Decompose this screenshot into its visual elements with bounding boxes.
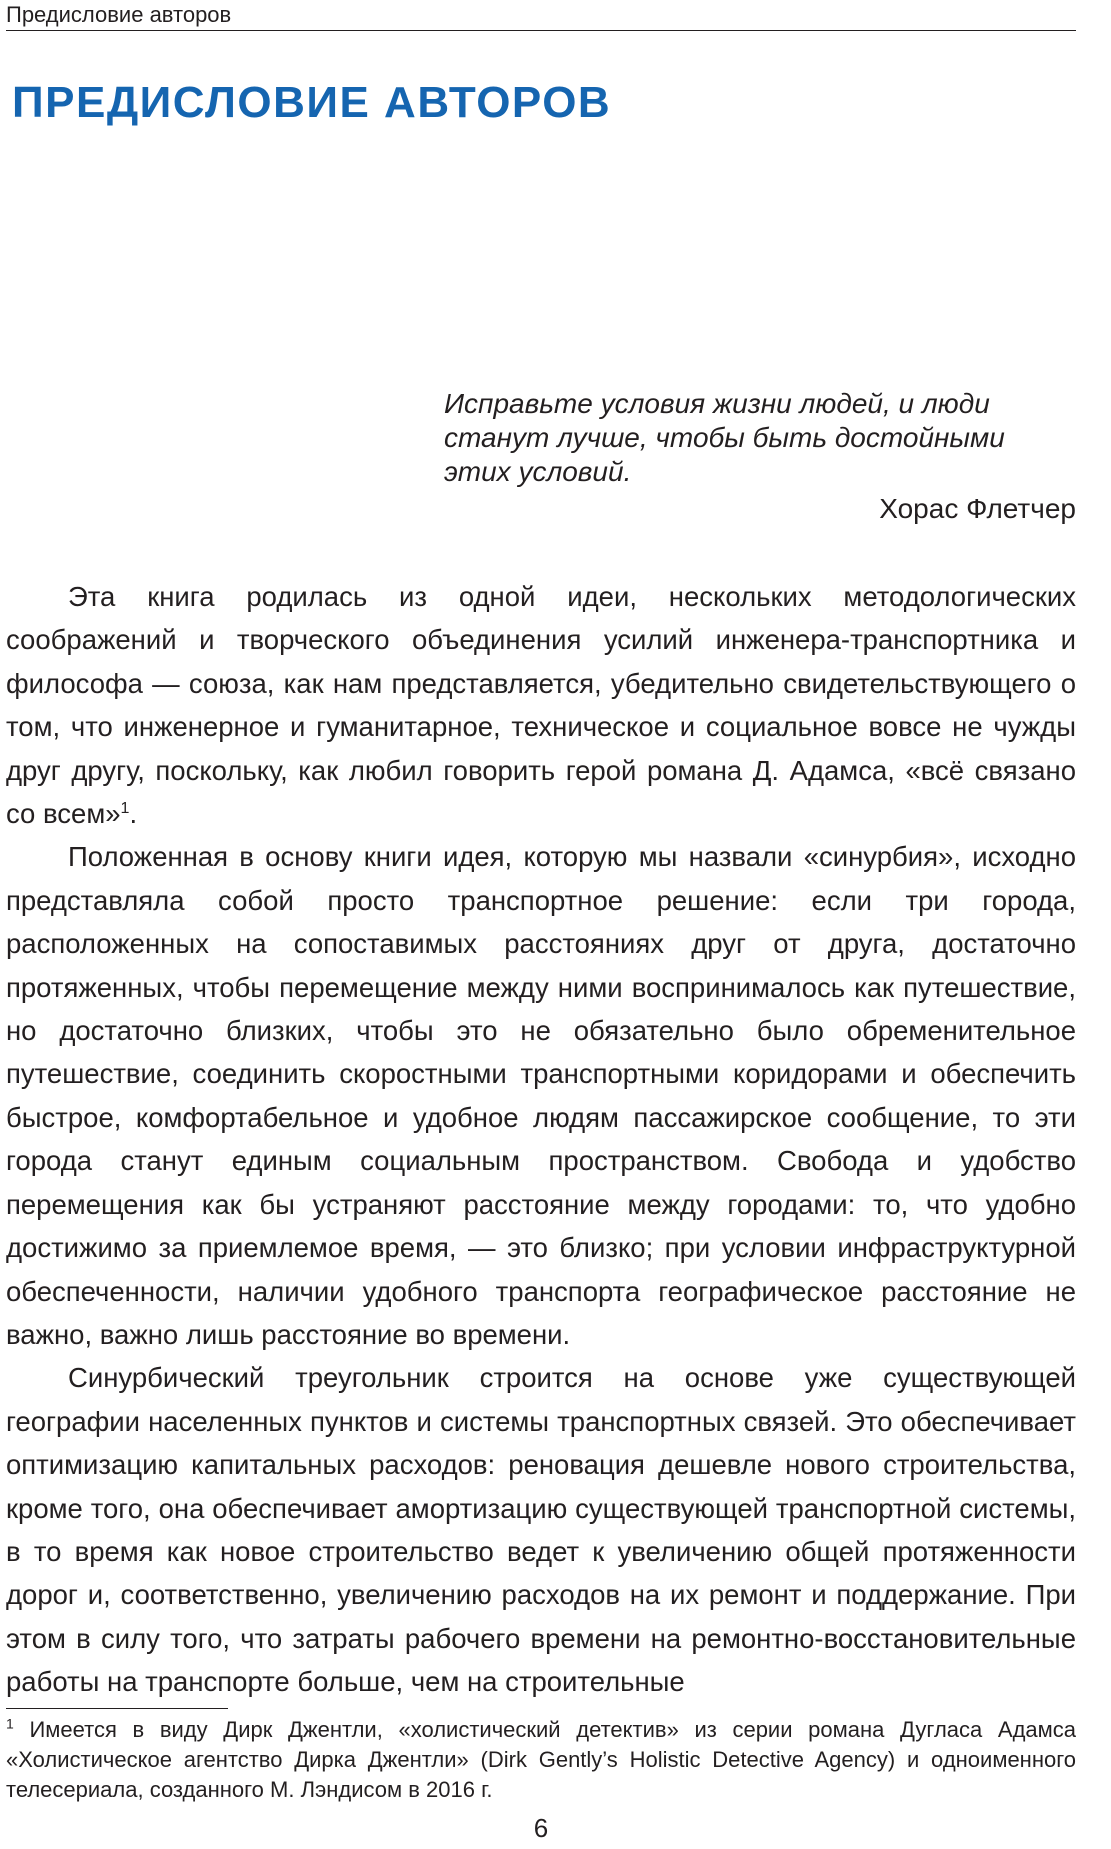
footnote-reference[interactable]: 1 [120,799,130,817]
header-rule [6,30,1076,31]
footnote-number: 1 [6,1715,14,1732]
running-header: Предисловие авторов [6,2,232,27]
chapter-title: ПРЕДИСЛОВИЕ АВТОРОВ [12,78,612,127]
epigraph-text: Исправьте условия жизни людей, и люди станут лучше, чтобы быть достойными этих условий. [444,388,1005,487]
paragraph-1-text: Эта книга родилась из одной идеи, нескольких методологических соображений и творческого объединения усилий инженера-транспортника и философа — союза, как нам представляется, убедительно свидетельствующего о том, что инженерное и гуманитарное, техническое и социальное вовсе не чужды друг другу, поскольку, как любил говорить герой романа Д. Адамса, «всё связано со всем» [6,581,1076,830]
footnote-rule [6,1708,228,1709]
paragraph-1 [6,575,1076,835]
paragraph-2: Положенная в основу книги идея, которую мы назвали «синурбия», исходно представляла собой просто транспортное решение: если три города, расположенных на сопоставимых расстояниях друг от друга, достаточно протяженных, чтобы перемещение между ними воспринималось как путешествие, но достаточно близких, чтобы это не обязательно было обременительное путешествие, соединить скоростными транспортными коридорами и обеспечить быстрое, комфортабельное и удобное людям пассажирское сообщение, то эти города станут единым социальным пространством. Свобода и удобство перемещения как бы устраняют расстояние между городами: то, что удобно достижимо за приемлемое время, — это близко; при условии инфраструктурной обеспеченности, наличии удобного транспорта географическое расстояние не важно, важно лишь расстояние во времени. [6,841,1076,1350]
body-text [6,575,1076,1704]
footnote-text: Имеется в виду Дирк Джентли, «холистический детектив» из серии романа Дугласа Адамса «Холистическое агентство Дирка Джентли» (Dirk Gently’s Holistic Detective Agency) и одноименного телесериала, созданного М. Лэндисом в 2016 г. [6,1717,1076,1802]
paragraph-3: Синурбический треугольник строится на основе уже существующей географии населенных пунктов и системы транспортных связей. Это обеспечивает оптимизацию капитальных расходов: реновация дешевле нового строительства, кроме того, она обеспечивает амортизацию существующей транспортной системы, в то время как новое строительство ведет к увеличению общей протяженности дорог и, соответственно, увеличению расходов на их ремонт и поддержание. При этом в силу того, что затраты рабочего времени на ремонтно-восстановительные работы на транспорте больше, чем на строительные [6,1362,1076,1698]
page-number: 6 [533,1813,549,1843]
epigraph-author: Хорас Флетчер [879,493,1076,524]
footnote [6,1715,1076,1805]
epigraph [444,387,1076,526]
paragraph-1-tail: . [129,798,138,830]
